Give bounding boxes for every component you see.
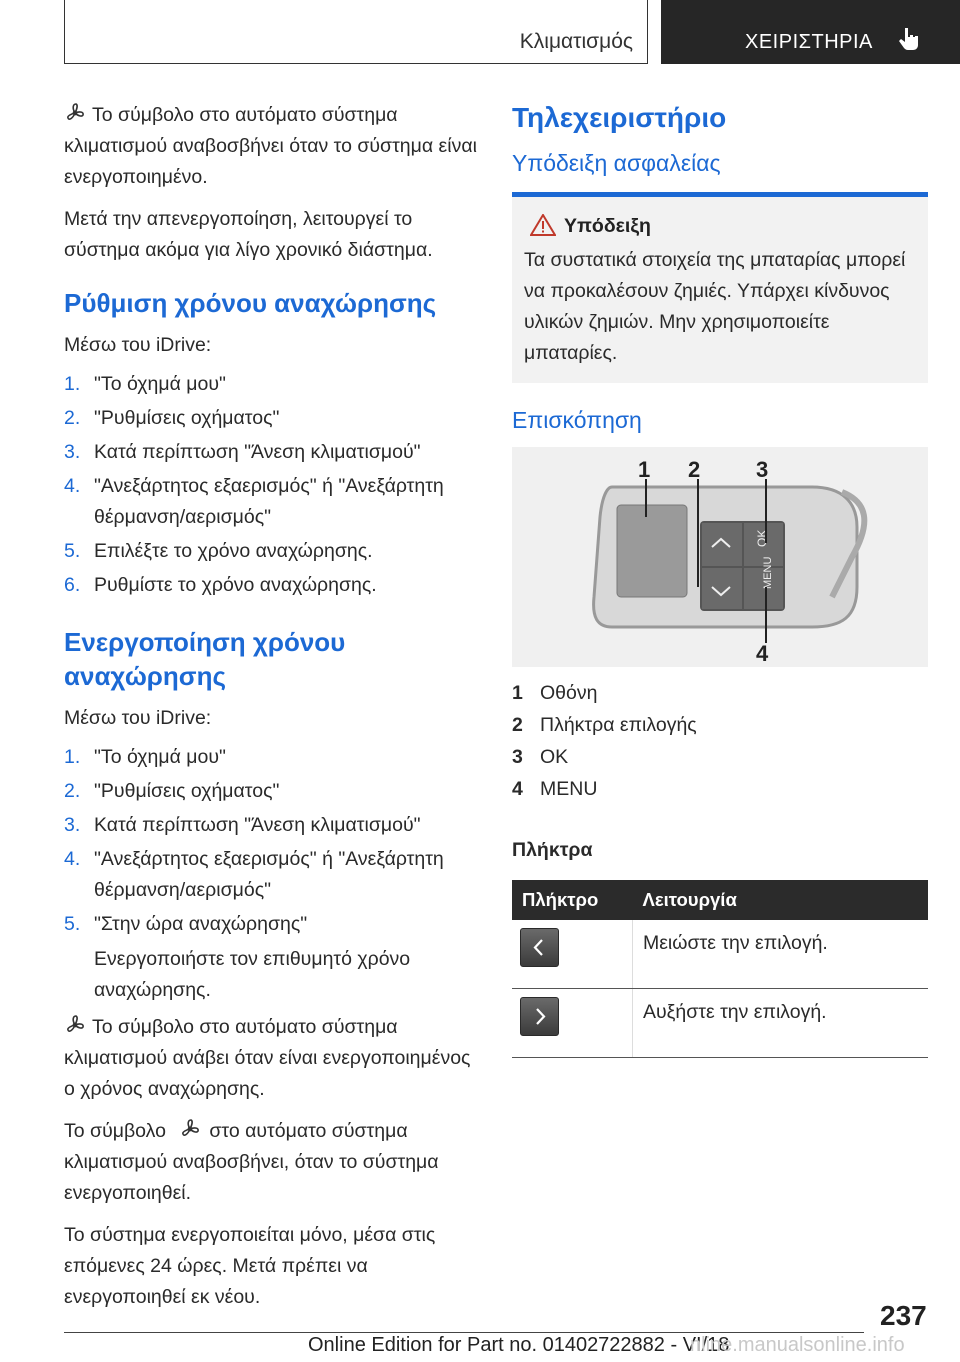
steps-list-2 <box>64 742 478 1006</box>
page-number: 237 <box>880 1300 927 1331</box>
list-item: 1. "Το όχημά μου" <box>64 746 226 768</box>
left-column <box>64 100 478 1324</box>
column-header-function: Λειτουργία <box>633 880 929 920</box>
list-item: 1. "Το όχημά μου" <box>64 373 226 395</box>
heading-activate-departure: Ενεργοποίηση χρόνου αναχώρησης <box>64 627 346 691</box>
step-5-note: Ενεργοποιήστε τον επιθυμητό χρόνο αναχώρησης. <box>94 948 411 1001</box>
note-header <box>524 211 916 241</box>
header-section-box <box>661 0 960 64</box>
right-column <box>512 100 928 1058</box>
via-idrive-1: Μέσω του iDrive: <box>64 334 212 356</box>
footer-watermark: nline.manualsonline.info <box>690 1334 905 1356</box>
steps-list-1 <box>64 369 478 601</box>
function-cell: Μειώστε την επιλογή. <box>633 920 929 989</box>
table-row <box>512 920 928 989</box>
legend-row: 4 MENU <box>512 778 598 800</box>
legend-row: 1 Οθόνη <box>512 682 598 704</box>
legend-row: 3 OK <box>512 746 569 768</box>
callout-2: 2 <box>688 457 701 482</box>
heading-set-departure: Ρύθμιση χρόνου αναχώρησης <box>64 288 437 318</box>
figure-ok-label: OK <box>755 529 769 547</box>
fan-icon <box>64 102 86 124</box>
intro-text-1: Το σύμβολο στο αυτόματο σύστημα κλιματισμού αναβοσβήνει όταν το σύστημα είναι ενεργοποιημένο. <box>64 104 477 188</box>
heading-remote: Τηλεχειριστήριο <box>512 102 727 133</box>
list-item: 6. Ρυθμίστε το χρόνο αναχώρησης. <box>64 574 377 596</box>
list-item: 5. Επιλέξτε το χρόνο αναχώρησης. <box>64 540 373 562</box>
fan-icon <box>64 1014 86 1036</box>
header-chapter-box <box>64 0 648 64</box>
list-item: 2. "Ρυθμίσεις οχήματος" <box>64 780 280 802</box>
paragraph-24h: Το σύστημα ενεργοποιείται μόνο, μέσα στις επόμενες 24 ώρες. Μετά πρέπει να ενεργοποιηθεί εκ νέου. <box>64 1224 436 1308</box>
note-text: Τα συστατικά στοιχεία της μπαταρίας μπορεί να προκαλέσουν ζημιές. Υπάρχει κίνδυνος υλικών ζημιών. Μην χρησιμοποιείτε μπαταρίες. <box>524 249 906 364</box>
warning-triangle-icon <box>530 214 556 236</box>
footer-edition: Online Edition for Part no. 01402722882 - VI/18 <box>308 1334 730 1356</box>
list-item: 4. "Ανεξάρτητος εξαερισμός" ή "Ανεξάρτητη θέρμανση/αερισμός" <box>64 848 444 901</box>
chevron-left-key-icon <box>520 928 559 967</box>
footer-divider <box>64 1332 864 1333</box>
list-item: 3. Κατά περίπτωση "Άνεση κλιματισμού" <box>64 441 421 463</box>
intro-paragraph-2: Μετά την απενεργοποίηση, λειτουργεί το σύστημα ακόμα για λίγο χρονικό διάστημα. <box>64 208 433 261</box>
remote-key-illustration <box>512 447 928 667</box>
table-header-row <box>512 880 928 920</box>
hand-pointer-icon <box>897 26 923 52</box>
section-title: ΧΕΙΡΙΣΤΗΡΙΑ <box>745 31 873 53</box>
list-item: 3. Κατά περίπτωση "Άνεση κλιματισμού" <box>64 814 421 836</box>
via-idrive-2: Μέσω του iDrive: <box>64 707 212 729</box>
table-row <box>512 989 928 1058</box>
callout-1: 1 <box>638 457 651 482</box>
column-header-key: Πλήκτρο <box>512 880 633 920</box>
table-title: Πλήκτρα <box>512 839 593 861</box>
callout-3: 3 <box>756 457 769 482</box>
list-item: 5. "Στην ώρα αναχώρησης" Ενεργοποιήστε τον επιθυμητό χρόνο αναχώρησης. <box>64 909 478 1006</box>
function-cell: Αυξήστε την επιλογή. <box>633 989 929 1058</box>
paragraph-lit: Το σύμβολο στο αυτόματο σύστημα κλιματισμού ανάβει όταν είναι ενεργοποιημένος ο χρόνος αναχώρησης. <box>64 1016 471 1100</box>
remote-key-figure <box>512 447 928 667</box>
callout-4: 4 <box>756 641 769 666</box>
list-item: 2. "Ρυθμίσεις οχήματος" <box>64 407 280 429</box>
note-title: Υπόδειξη <box>564 215 651 237</box>
fan-icon <box>179 1118 201 1140</box>
paragraph-blink: Το σύμβολο στο αυτόματο σύστημα κλιματισμού αναβοσβήνει, όταν το σύστημα ενεργοποιηθεί. <box>64 1120 439 1204</box>
intro-paragraph-1 <box>64 100 478 193</box>
keys-table <box>512 880 928 1058</box>
figure-legend <box>512 677 928 805</box>
heading-overview: Επισκόπηση <box>512 407 642 433</box>
legend-row: 2 Πλήκτρα επιλογής <box>512 714 697 736</box>
safety-note-box <box>512 192 928 383</box>
chapter-title: Κλιματισμός <box>519 30 633 53</box>
chevron-right-key-icon <box>520 997 559 1036</box>
heading-safety: Υπόδειξη ασφαλείας <box>512 150 721 176</box>
figure-menu-label: MENU <box>762 556 774 589</box>
list-item: 4. "Ανεξάρτητος εξαερισμός" ή "Ανεξάρτητη θέρμανση/αερισμός" <box>64 475 444 528</box>
